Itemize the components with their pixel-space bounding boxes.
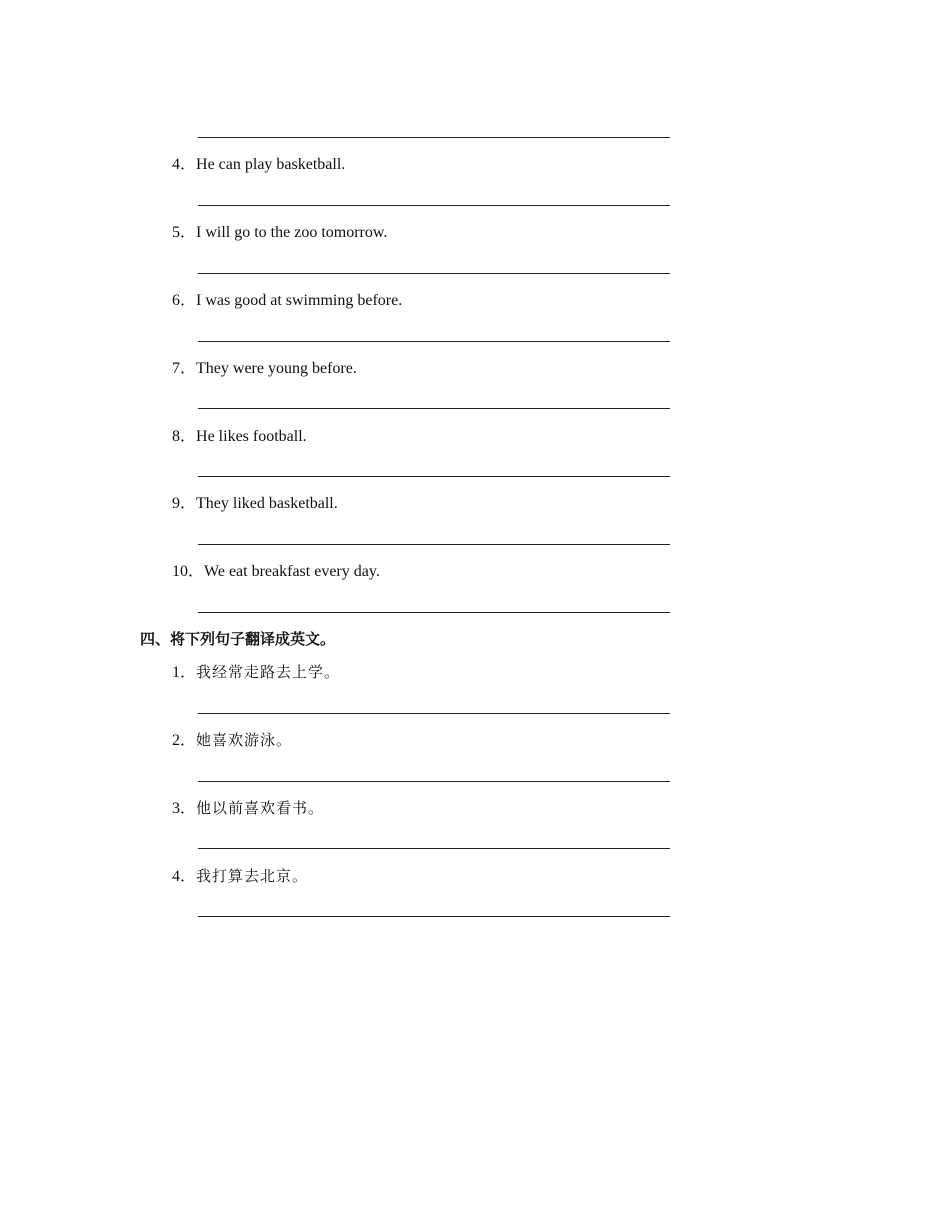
question-text: I was good at swimming before. [196,292,403,309]
question-number: 6． [172,292,197,309]
question-text: 我经常走路去上学。 [196,663,341,681]
question-number: 5． [172,224,197,241]
question-number: 1． [172,664,197,681]
question-item [172,427,307,447]
answer-line [198,612,670,613]
question-item [172,866,308,887]
question-item [172,359,357,379]
answer-line [198,273,670,274]
answer-line [198,916,670,917]
question-item [172,798,324,819]
question-text: 他以前喜欢看书。 [196,799,325,817]
question-text: 她喜欢游泳。 [196,731,293,749]
question-item [172,562,380,582]
question-text: They were young before. [196,360,357,377]
answer-line [198,544,670,545]
question-text: 我打算去北京。 [196,867,309,885]
answer-line [198,848,670,849]
question-text: They liked basketball. [196,495,338,512]
question-number: 7． [172,360,197,377]
question-item [172,730,292,751]
question-text: He likes football. [196,428,307,445]
question-item [172,494,338,514]
question-text: I will go to the zoo tomorrow. [196,224,388,241]
answer-line [198,408,670,409]
question-text: We eat breakfast every day. [204,563,380,580]
question-item [172,662,340,683]
question-item [172,291,402,311]
question-number: 8． [172,428,197,445]
question-number: 3． [172,800,197,817]
answer-line [198,713,670,714]
question-number: 10． [172,563,205,580]
answer-line [198,341,670,342]
section-heading: 四、将下列句子翻译成英文。 [140,630,336,648]
question-item [172,223,387,243]
answer-line [198,781,670,782]
question-number: 9． [172,495,197,512]
answer-line [198,137,670,138]
question-number: 4． [172,868,197,885]
question-text: He can play basketball. [196,156,346,173]
answer-line [198,205,670,206]
answer-line [198,476,670,477]
question-number: 2． [172,732,197,749]
question-item [172,155,345,175]
question-number: 4． [172,156,197,173]
